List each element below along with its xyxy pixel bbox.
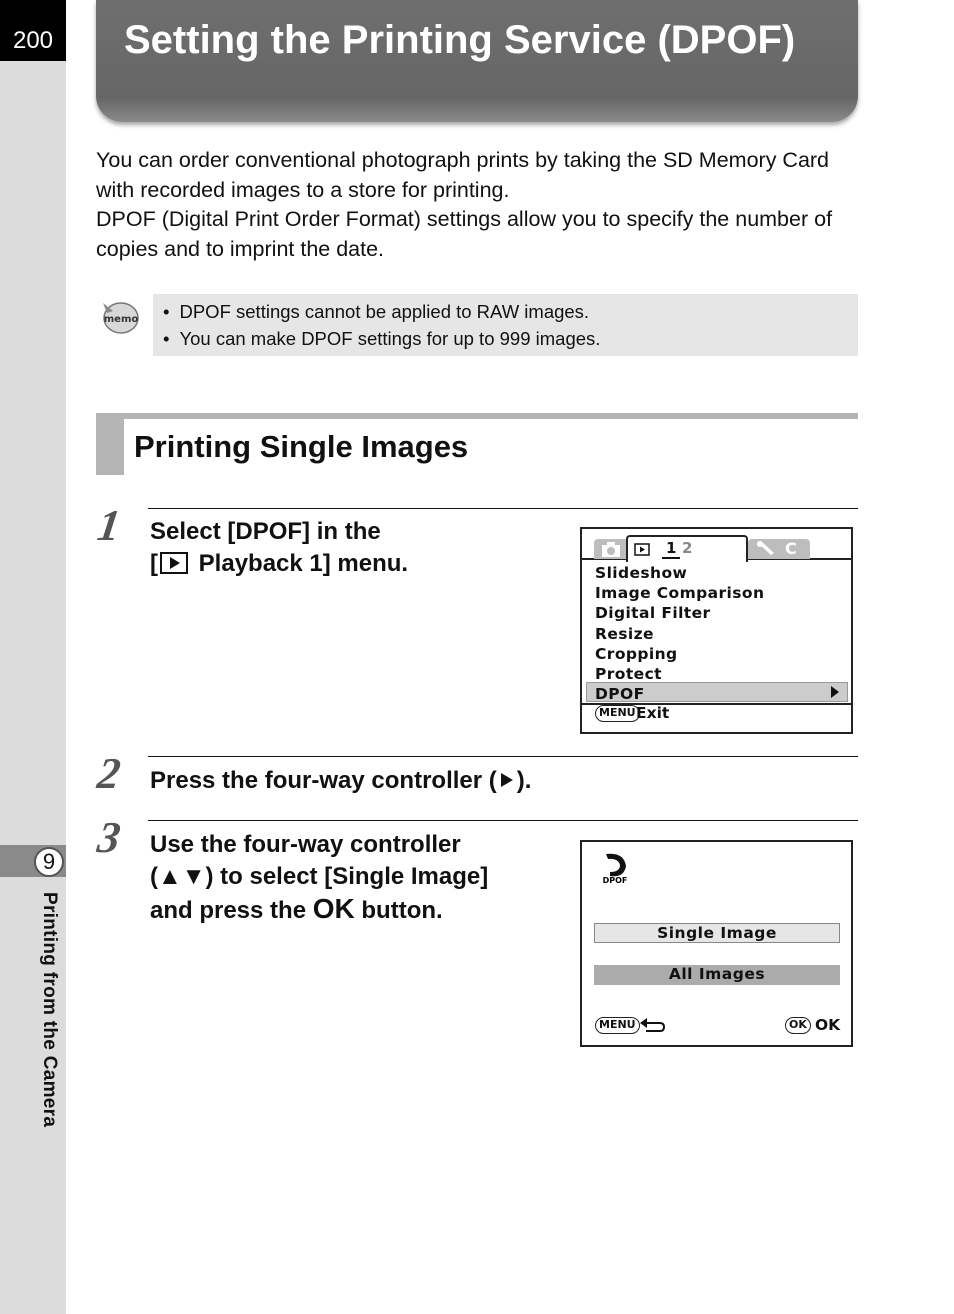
dpof-select-screen [580,840,853,1047]
menu-item[interactable]: Cropping [595,644,678,663]
right-arrow-icon [829,685,841,699]
ok-label: OK [815,1016,841,1034]
tab-custom-label: C [785,539,797,558]
step-number: 2 [94,749,124,798]
menu-item[interactable]: Resize [595,624,654,643]
step-2-text-post: ). [516,767,532,794]
menu-item[interactable]: Slideshow [595,564,688,582]
option-all-images[interactable]: All Images [594,965,840,985]
step-2-text [150,765,531,797]
memo-icon [99,297,139,335]
section-title: Printing Single Images [134,429,469,464]
tab-playback[interactable] [626,535,748,562]
playback-icon [160,552,188,574]
back-arrow-icon [638,1015,666,1033]
step-3-text-pre: and press the [150,897,313,924]
title-banner [96,0,858,122]
section-marker [96,419,124,475]
section-heading [96,413,858,475]
playback-icon [634,543,650,556]
right-triangle-icon [499,771,515,789]
intro-paragraph: You can order conventional photograph prints by taking the SD Memory Card with recorded images to a store for printing. [96,148,830,202]
memo-item: • DPOF settings cannot be applied to RAW images. [163,298,858,325]
step-1-line: Select [DPOF] in the [150,518,381,545]
chapter-label: Printing from the Camera [39,892,60,1128]
ok-symbol: OK [312,893,355,924]
tab-setup[interactable] [748,539,810,559]
exit-label: Exit [636,704,670,722]
step-2-text-pre: Press the four-way controller ( [150,767,497,794]
wrench-icon [752,539,782,559]
menu-item[interactable]: Digital Filter [595,604,711,623]
bracket-text: [ [150,550,158,577]
menu-list [595,563,764,704]
ok-button-badge: OK [785,1017,811,1034]
page-number: 200 [0,0,66,61]
step-3-line [150,893,488,927]
step-1-text [150,516,408,580]
memo-item: • You can make DPOF settings for up to 999 images. [163,325,858,352]
step-divider [148,756,858,757]
menu-button-badge: MENU [595,705,640,722]
memo-box [153,294,858,356]
step-3-line: (▲▼) to select [Single Image] [150,863,489,890]
memo-icon-text: memo [103,314,139,325]
chapter-number: 9 [34,847,64,877]
tab-page-active: 1 [662,539,680,559]
page-title: Setting the Printing Service (DPOF) [124,18,796,62]
step-number: 1 [94,501,124,550]
camera-icon [594,539,628,559]
step-3-text-post: button. [354,897,443,924]
step-1-line [150,548,408,580]
intro-paragraph: DPOF (Digital Print Order Format) settings allow you to specify the number of copies and to imprint the date. [96,207,833,261]
tab-shooting[interactable] [594,539,628,559]
step-3-line: Use the four-way controller [150,831,461,858]
step-3-text [150,829,488,927]
option-single-image[interactable]: Single Image [594,923,840,943]
step-divider [148,820,858,821]
menu-button-badge: MENU [595,1017,640,1034]
menu-item[interactable]: Image Comparison [595,584,765,603]
step-number: 3 [94,813,124,862]
dpof-icon-text: DPOF [602,876,628,884]
dpof-icon [598,850,632,884]
menu-item-dpof[interactable]: DPOF [595,685,645,704]
menu-item[interactable]: Protect [595,665,662,684]
step-divider [148,508,858,509]
playback-menu-screen [580,527,853,734]
step-1-menu-text: Playback 1] menu. [192,550,409,577]
menu-tab-row [582,529,851,560]
intro-text [96,146,866,264]
tab-page-other: 2 [682,539,693,557]
